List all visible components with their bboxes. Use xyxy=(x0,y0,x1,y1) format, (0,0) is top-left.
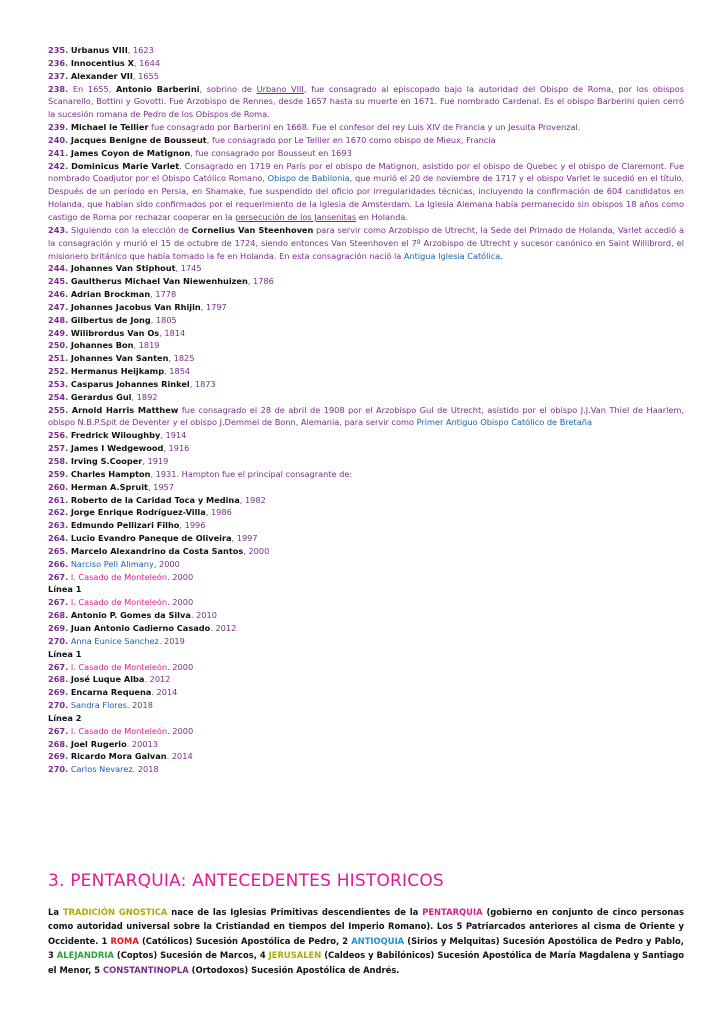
list-item xyxy=(48,673,684,686)
paragraph-text: ALEJANDRIA xyxy=(56,950,114,961)
item-text: Edmundo Pellizari Filho xyxy=(70,520,180,531)
item-text: , 1997 xyxy=(231,533,258,544)
item-text: Antonio P. Gomes da Silva xyxy=(70,610,191,621)
list-item xyxy=(48,506,684,519)
list-item xyxy=(48,738,684,751)
list-item xyxy=(48,352,684,365)
item-text: James I Wedgewood xyxy=(70,443,164,454)
list-item xyxy=(48,596,684,609)
item-text: Johannes Van Stiphout xyxy=(70,263,176,274)
item-number: 252. xyxy=(48,366,69,377)
item-text: Dominicus Marie Varlet xyxy=(71,160,180,171)
item-number: 257. xyxy=(48,443,69,454)
item-text: , 1778 xyxy=(150,289,177,300)
list-item xyxy=(48,763,684,776)
item-text: Ricardo Mora Galvan xyxy=(70,751,167,762)
item-number: 243. xyxy=(48,224,69,235)
paragraph-text: ANTIOQUIA xyxy=(351,935,405,946)
item-number: 268. xyxy=(48,738,69,749)
item-text: , que murió el 20 de noviembre de 1717 y el obispo Varlet le sucedió en el título. Después de un período en Persia, en Shamake, fue suspendido del oficio por irregularidades técnicas, incluyendo la confirmación de 604 candidatos en Holanda, que habían sido confirmados por el requerimiento de la Iglesia de Amsterdam. La Iglesia Alemana había permanecido sin obispos 18 años como castigo de Roma por rechazar cooperar en la xyxy=(48,173,684,222)
item-text: , 1986 xyxy=(205,507,232,518)
item-text: . 2019 xyxy=(158,635,185,646)
item-text: , 1825 xyxy=(168,353,195,364)
item-text: Urbanus VIII xyxy=(70,45,128,55)
pentarquia-paragraph xyxy=(48,905,684,977)
item-text: , 1623 xyxy=(127,45,154,55)
item-text: , fue consagrado al episcopado bajo la autoridad del Obispo de Roma, por los obispos Scanarello, Bottini y Govotti. Fue Arzobispo de Rennes, desde 1657 hasta su muerte en 1671. Fue nombrado Cardenal. Es el obispo Barberini quien cerró la sucesión romana de Pedro de los Obispos de Roma. xyxy=(48,83,684,120)
item-text: Irving S.Cooper xyxy=(70,456,143,466)
item-number: 270. xyxy=(48,635,69,646)
list-item xyxy=(48,160,684,224)
item-text: Lucio Evandro Paneque de Oliveira xyxy=(70,533,232,544)
item-text: I. Casado de Monteleón xyxy=(70,725,168,736)
item-text: Michael le Tellier xyxy=(70,122,149,133)
item-text: , 1931. Hampton fue el principal consagrante de: xyxy=(150,468,353,479)
item-text: fue consagrado el 28 de abril de 1908 por el Arzobispo Gul de Utrecht, asistido por el obispo J.J.Van Thiel de Haarlem, obispo N.B.P.Spit de Deventer y el obispo J.Demmel de Bonn, Alemania, para servir como xyxy=(48,404,684,428)
item-number: 261. xyxy=(48,494,69,505)
item-text: para servir como Arzobispo de Utrecht, la Sede del Primado de Holanda, Varlet accedió a la consagración y murió el 15 de octubre de 1724, siendo entonces Van Steenhoven el 7º Arzobispo de Utrecht y sucesor canónico en Saint Willibrord, el misionero británico que había tomado la fe en Holanda. En esta consagración nació la xyxy=(48,224,684,261)
item-text: Cornelius Van Steenhoven xyxy=(191,224,314,235)
list-item xyxy=(48,275,684,288)
item-text: , 1957 xyxy=(147,481,174,492)
list-item xyxy=(48,314,684,327)
item-text: Juan Antonio Cadierno Casado xyxy=(70,622,211,633)
list-item xyxy=(48,83,684,122)
item-text: . 2000 xyxy=(167,661,194,672)
item-number: 245. xyxy=(48,276,69,287)
item-text: Hermanus Heijkamp xyxy=(70,366,165,377)
item-text: Johannes Van Santen xyxy=(70,353,169,364)
item-text: . 2000 xyxy=(167,725,194,736)
item-text: Arnold Harris Matthew xyxy=(71,404,179,415)
list-item xyxy=(48,725,684,738)
item-text: José Luque Alba xyxy=(70,674,145,685)
list-item xyxy=(48,327,684,340)
item-text[interactable]: persecución de los Jansenitas xyxy=(235,211,357,222)
item-text[interactable]: Narciso Pell Alimany xyxy=(70,558,154,569)
item-number: 237. xyxy=(48,70,69,81)
item-text: Gerardus Gul xyxy=(70,391,132,402)
item-text: , 1873 xyxy=(189,378,216,389)
item-text: Johannes Bon xyxy=(70,340,134,351)
item-text: , 1786 xyxy=(247,276,274,287)
item-text: En 1655, xyxy=(72,83,116,94)
item-text: I. Casado de Monteleón xyxy=(70,571,168,582)
item-text: Gaultherus Michael Van Niewenhuizen xyxy=(70,276,248,287)
item-text: Marcelo Alexandrino da Costa Santos xyxy=(70,545,244,556)
list-item xyxy=(48,134,684,147)
item-number: 270. xyxy=(48,700,69,711)
item-number: 259. xyxy=(48,468,69,479)
item-number: 265. xyxy=(48,545,69,556)
item-text: , 1996 xyxy=(179,520,206,531)
list-item xyxy=(48,686,684,699)
list-item xyxy=(48,468,684,481)
item-number: 269. xyxy=(48,687,69,698)
item-number: 236. xyxy=(48,57,69,68)
item-text: . 2018 xyxy=(126,700,153,711)
item-number: 235. xyxy=(48,45,69,55)
item-text: . Consagrado en 1719 en París por el obispo de Matignon, asistido por el obispo de Quebec y el obispo de Claremont. Fue nombrado Coadjutor por el Obispo Católico Romano, xyxy=(48,160,685,184)
paragraph-text: (gobierno en conjunto de cinco personas como autoridad universal sobre la Cristiandad en tiempos del Imperio Romano). Los 5 Patriarcados anteriores al cisma de Oriente y Occidente. 1 xyxy=(48,907,685,946)
line-label: Línea 1 xyxy=(48,648,82,659)
item-text: , 1819 xyxy=(133,340,160,351)
item-number: 246. xyxy=(48,289,69,300)
item-text: , 1745 xyxy=(175,263,202,274)
item-text: Gilbertus de Jong xyxy=(70,314,151,325)
list-item xyxy=(48,378,684,391)
paragraph-text: (Católicos) Sucesión Apostólica de Pedro, 2 xyxy=(138,935,352,946)
item-number: 268. xyxy=(48,674,69,685)
item-text: James Coyon de Matignon xyxy=(70,147,191,158)
item-number: 268. xyxy=(48,610,69,621)
item-text[interactable]: Sandra Flores xyxy=(70,700,127,711)
list-item xyxy=(48,481,684,494)
item-text: Siguiendo con la elección de xyxy=(71,224,192,235)
item-text: , 1914 xyxy=(160,430,187,441)
item-number: 264. xyxy=(48,533,69,544)
list-item xyxy=(48,429,684,442)
item-text: . 20013 xyxy=(126,738,158,749)
item-number: 269. xyxy=(48,622,69,633)
item-text[interactable]: Carlos Nevarez xyxy=(70,764,133,775)
item-text: Charles Hampton xyxy=(70,468,151,479)
item-number: 260. xyxy=(48,481,69,492)
item-text: , 1919 xyxy=(142,456,169,466)
item-text: . 2000 xyxy=(167,571,194,582)
item-text: , 2000 xyxy=(243,545,270,556)
item-text: Innocentius X xyxy=(70,57,134,68)
list-item xyxy=(48,224,684,263)
item-text: , 1814 xyxy=(159,327,186,338)
item-text[interactable]: Urbano VIII xyxy=(256,83,304,94)
item-text: Roberto de la Caridad Toca y Medina xyxy=(70,494,240,505)
list-item xyxy=(48,44,684,57)
item-text: Jacques Benigne de Bousseut xyxy=(70,134,207,145)
item-text: Fredrick Wiloughby xyxy=(70,430,161,441)
item-text[interactable]: Anna Eunice Sanchez xyxy=(70,635,159,646)
list-item xyxy=(48,57,684,70)
item-text: , 2000 xyxy=(153,558,180,569)
item-text: Casparus Johannes Rinkel xyxy=(70,378,190,389)
item-text[interactable]: Antigua Iglesia Católica xyxy=(403,250,501,261)
item-number: 270. xyxy=(48,764,69,775)
section-heading: 3. PENTARQUIA: ANTECEDENTES HISTORICOS xyxy=(48,871,444,891)
list-item xyxy=(48,494,684,507)
item-text: , 1892 xyxy=(131,391,158,402)
list-item xyxy=(48,121,684,134)
item-text: , 1805 xyxy=(150,314,177,325)
item-number: 267. xyxy=(48,597,69,608)
list-item xyxy=(48,147,684,160)
item-text: Johannes Jacobus Van Rhijin xyxy=(70,301,201,312)
list-item xyxy=(48,635,684,648)
item-number: 244. xyxy=(48,263,69,274)
paragraph-text: CONSTANTINOPLA xyxy=(102,964,189,975)
item-number: 255. xyxy=(48,404,69,415)
item-text: , 1797 xyxy=(200,301,227,312)
paragraph-text: La xyxy=(48,907,63,917)
item-number: 241. xyxy=(48,147,69,158)
item-number: 253. xyxy=(48,378,69,389)
list-item xyxy=(48,365,684,378)
paragraph-text: nace de las Iglesias Primitivas descendientes de la xyxy=(167,907,423,917)
item-number: 267. xyxy=(48,571,69,582)
list-item xyxy=(48,609,684,622)
list-item xyxy=(48,532,684,545)
item-number: 248. xyxy=(48,314,69,325)
item-text: , 1916 xyxy=(163,443,190,454)
item-number: 267. xyxy=(48,661,69,672)
item-text: , 1644 xyxy=(133,57,161,68)
item-text: Jorge Enrique Rodríguez-Villa xyxy=(70,507,206,518)
item-number: 247. xyxy=(48,301,69,312)
item-text: en Holanda. xyxy=(356,211,409,222)
list-item xyxy=(48,301,684,314)
list-item xyxy=(48,545,684,558)
list-item xyxy=(48,288,684,301)
paragraph-text: JERUSALEN xyxy=(268,950,322,961)
item-number: 256. xyxy=(48,430,69,441)
episcopal-succession-list xyxy=(48,44,684,776)
item-text: . 2012 xyxy=(144,674,171,685)
list-item xyxy=(48,442,684,455)
item-number: 267. xyxy=(48,725,69,736)
item-number: 240. xyxy=(48,134,69,145)
item-text: . 2014 xyxy=(166,751,193,762)
list-item xyxy=(48,661,684,674)
item-number: 262. xyxy=(48,507,69,518)
item-number: 251. xyxy=(48,353,69,364)
item-text: . 2018 xyxy=(132,764,159,775)
item-text: , fue consagrado por Le Tellier en 1670 como obispo de Mieux, Francia xyxy=(206,134,496,145)
item-number: 250. xyxy=(48,340,69,351)
item-text: Joel Rugerio xyxy=(70,738,127,749)
item-text[interactable]: Obispo de Babilonia xyxy=(267,173,350,184)
item-text: I. Casado de Monteleón xyxy=(70,661,168,672)
item-text: . 2010 xyxy=(190,610,217,621)
item-text: Antonio Barberini xyxy=(115,83,200,94)
item-number: 239. xyxy=(48,122,69,133)
paragraph-text: (Sirios y Melquitas) Sucesión Apostólica de Pedro y Pablo, 3 xyxy=(48,935,684,961)
item-text: , sobrino de xyxy=(199,83,257,94)
item-text: . xyxy=(500,250,503,261)
paragraph-text: (Ortodoxos) Sucesión Apostólica de Andrés. xyxy=(188,964,400,975)
item-number: 249. xyxy=(48,327,69,338)
list-item xyxy=(48,622,684,635)
item-text: . 2000 xyxy=(167,597,194,608)
item-number: 258. xyxy=(48,456,69,466)
paragraph-text: (Coptos) Sucesión de Marcos, 4 xyxy=(113,950,269,961)
paragraph-text: PENTARQUIA xyxy=(422,907,483,917)
item-text[interactable]: Primer Antiguo Obispo Católico de Bretaña xyxy=(416,417,592,428)
list-item xyxy=(48,391,684,404)
list-item xyxy=(48,70,684,83)
item-number: 254. xyxy=(48,391,69,402)
item-text: Herman A.Spruit xyxy=(70,481,148,492)
list-item xyxy=(48,519,684,532)
list-item xyxy=(48,404,684,430)
list-item xyxy=(48,558,684,571)
line-label: Línea 2 xyxy=(48,712,82,723)
item-number: 263. xyxy=(48,520,69,531)
item-text: . 2012 xyxy=(210,622,237,633)
item-text: fue consagrado por Barberini en 1668. Fue el confesor del rey Luis XIV de Francia y un Jesuita Provenzal. xyxy=(148,122,581,133)
item-text: Encarna Requena xyxy=(70,687,152,698)
list-item xyxy=(48,339,684,352)
list-item xyxy=(48,455,684,468)
item-number: 242. xyxy=(48,160,69,171)
item-text: Wilibrordus Van Os xyxy=(70,327,160,338)
item-number: 238. xyxy=(48,83,69,94)
paragraph-text: ROMA xyxy=(110,935,139,946)
list-item xyxy=(48,571,684,584)
list-item xyxy=(48,262,684,275)
item-text: . 2014 xyxy=(151,687,178,698)
item-text: , 1655 xyxy=(132,70,159,81)
item-text: Alexander VII xyxy=(70,70,133,81)
item-number: 269. xyxy=(48,751,69,762)
item-text: , fue consagrado por Bousseut en 1693 xyxy=(190,147,352,158)
item-text: , 1982 xyxy=(239,494,266,505)
paragraph-text: TRADICIÓN GNOSTICA xyxy=(62,907,168,917)
list-item xyxy=(48,699,684,712)
paragraph-text: (Caldeos y Babilónicos) Sucesión Apostólica de María Magdalena y Santiago el Menor, 5 xyxy=(48,950,684,975)
line-label: Línea 1 xyxy=(48,584,82,595)
item-text: Adrian Brockman xyxy=(70,289,151,300)
item-text: , 1854 xyxy=(164,366,191,377)
item-text: I. Casado de Monteleón xyxy=(70,597,168,608)
item-number: 266. xyxy=(48,558,69,569)
list-item xyxy=(48,750,684,763)
